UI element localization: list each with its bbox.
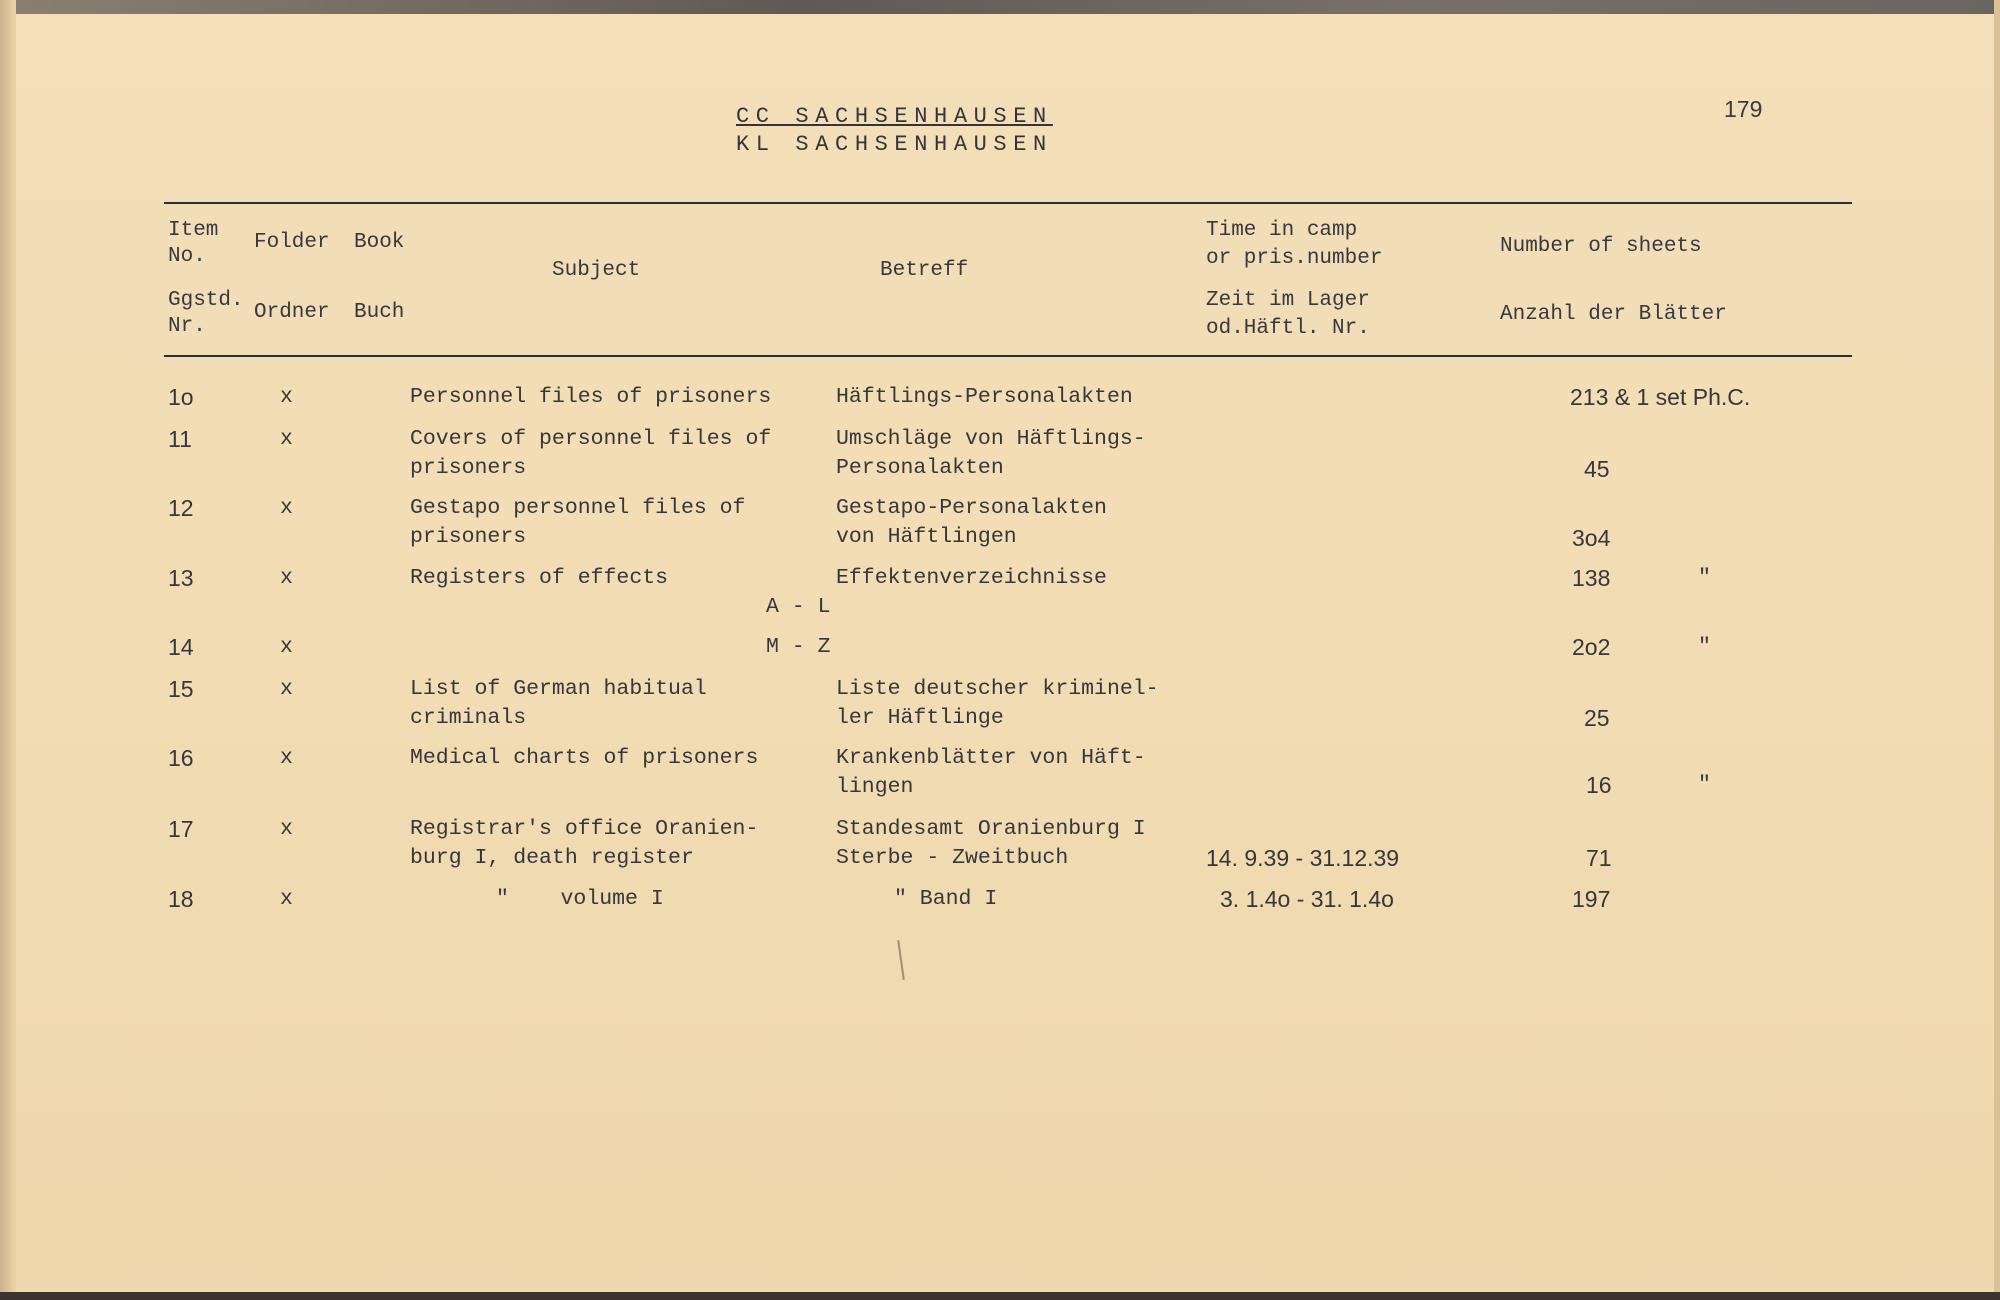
row-betreff-line: Sterbe - Zweitbuch	[836, 846, 1069, 870]
row-subject-line: prisoners	[410, 456, 527, 480]
row-subject-line: List of German habitual	[410, 677, 707, 701]
header-folder-en: Folder	[254, 231, 330, 254]
header-item-de-2: Nr.	[168, 315, 206, 338]
header-folder-de: Ordner	[254, 301, 330, 324]
header-item-de-1: Ggstd.	[168, 289, 244, 312]
row-betreff-line: Effektenverzeichnisse	[836, 566, 1107, 590]
row-subject-line: Registers of effects	[410, 566, 669, 590]
row-item-number: 14	[168, 634, 194, 660]
book-edge	[0, 0, 2000, 14]
row-ditto-mark: "	[1698, 635, 1711, 659]
row-subject-line: Covers of personnel files of	[410, 427, 772, 451]
header-top-rule	[164, 202, 1852, 204]
row-betreff-line: lingen	[836, 775, 914, 799]
row-folder-mark: x	[280, 887, 293, 911]
row-betreff-line: Personalakten	[836, 456, 1004, 480]
row-time-range: 3. 1.4o - 31. 1.4o	[1220, 886, 1394, 912]
title-german: KL SACHSENHAUSEN	[736, 132, 1053, 157]
header-item-en-2: No.	[168, 245, 206, 268]
row-ditto-mark: "	[1698, 566, 1711, 590]
row-sheets: 213 & 1 set Ph.C.	[1570, 384, 1751, 410]
row-item-number: 16	[168, 745, 194, 771]
row-betreff-line: Krankenblätter von Häft-	[836, 746, 1146, 770]
row-item-number: 1o	[168, 384, 194, 410]
row-subject-line: prisoners	[410, 525, 527, 549]
row-sheets: 2o2	[1572, 634, 1611, 660]
row-subject-line: Medical charts of prisoners	[410, 746, 759, 770]
row-subject-line: " volume I	[496, 887, 664, 911]
row-folder-mark: x	[280, 385, 293, 409]
row-sheets: 138	[1572, 565, 1611, 591]
row-betreff-line: Gestapo-Personalakten	[836, 496, 1107, 520]
page-bottom-edge	[0, 1292, 2000, 1300]
row-item-number: 18	[168, 886, 194, 912]
row-item-number: 11	[168, 426, 192, 452]
page-edge	[1994, 0, 2000, 1300]
row-sheets: 16	[1586, 772, 1612, 798]
row-item-number: 13	[168, 565, 194, 591]
row-betreff-line: Umschläge von Häftlings-	[836, 427, 1146, 451]
row-betreff-line: ler Häftlinge	[836, 706, 1004, 730]
row-folder-mark: x	[280, 746, 293, 770]
header-sheets-en: Number of sheets	[1500, 235, 1702, 258]
row-betreff-line: Standesamt Oranienburg I	[836, 817, 1146, 841]
ink-stroke	[897, 940, 905, 980]
header-bottom-rule	[164, 355, 1852, 357]
header-time-en-2: or pris.number	[1206, 247, 1383, 270]
row-subject-line: burg I, death register	[410, 846, 694, 870]
title-english: CC SACHSENHAUSEN	[736, 104, 1053, 129]
header-sheets-de: Anzahl der Blätter	[1500, 303, 1727, 326]
row-sheets: 3o4	[1572, 525, 1611, 551]
row-folder-mark: x	[280, 427, 293, 451]
row-sheets: 25	[1584, 705, 1610, 731]
row-betreff-line: Liste deutscher kriminel-	[836, 677, 1159, 701]
row-folder-mark: x	[280, 817, 293, 841]
row-subject-line: Gestapo personnel files of	[410, 496, 746, 520]
row-folder-mark: x	[280, 635, 293, 659]
page-number: 179	[1724, 96, 1763, 122]
row-item-number: 17	[168, 816, 194, 842]
header-book-en: Book	[354, 231, 405, 254]
row-betreff-line: von Häftlingen	[836, 525, 1017, 549]
header-time-de-1: Zeit im Lager	[1206, 289, 1370, 312]
row-subject-line: Personnel files of prisoners	[410, 385, 772, 409]
row-ditto-mark: "	[1698, 773, 1711, 797]
header-betreff: Betreff	[880, 259, 969, 282]
binding-shadow	[0, 0, 16, 1300]
header-item-en-1: Item	[168, 219, 219, 242]
row-subject-line: criminals	[410, 706, 527, 730]
header-book-de: Buch	[354, 301, 405, 324]
row-item-number: 15	[168, 676, 194, 702]
row-betreff-line: Häftlings-Personalakten	[836, 385, 1133, 409]
row-folder-mark: x	[280, 496, 293, 520]
row-range: M - Z	[766, 635, 831, 659]
row-item-number: 12	[168, 495, 194, 521]
header-subject: Subject	[552, 259, 641, 282]
row-folder-mark: x	[280, 566, 293, 590]
header-time-de-2: od.Häftl. Nr.	[1206, 317, 1370, 340]
row-folder-mark: x	[280, 677, 293, 701]
row-sheets: 71	[1586, 845, 1612, 871]
row-range: A - L	[766, 595, 831, 619]
row-subject-line: Registrar's office Oranien-	[410, 817, 759, 841]
row-sheets: 197	[1572, 886, 1611, 912]
header-time-en-1: Time in camp	[1206, 219, 1358, 242]
row-time-range: 14. 9.39 - 31.12.39	[1206, 845, 1400, 871]
row-sheets: 45	[1584, 456, 1610, 482]
row-betreff-line: " Band I	[894, 887, 998, 911]
